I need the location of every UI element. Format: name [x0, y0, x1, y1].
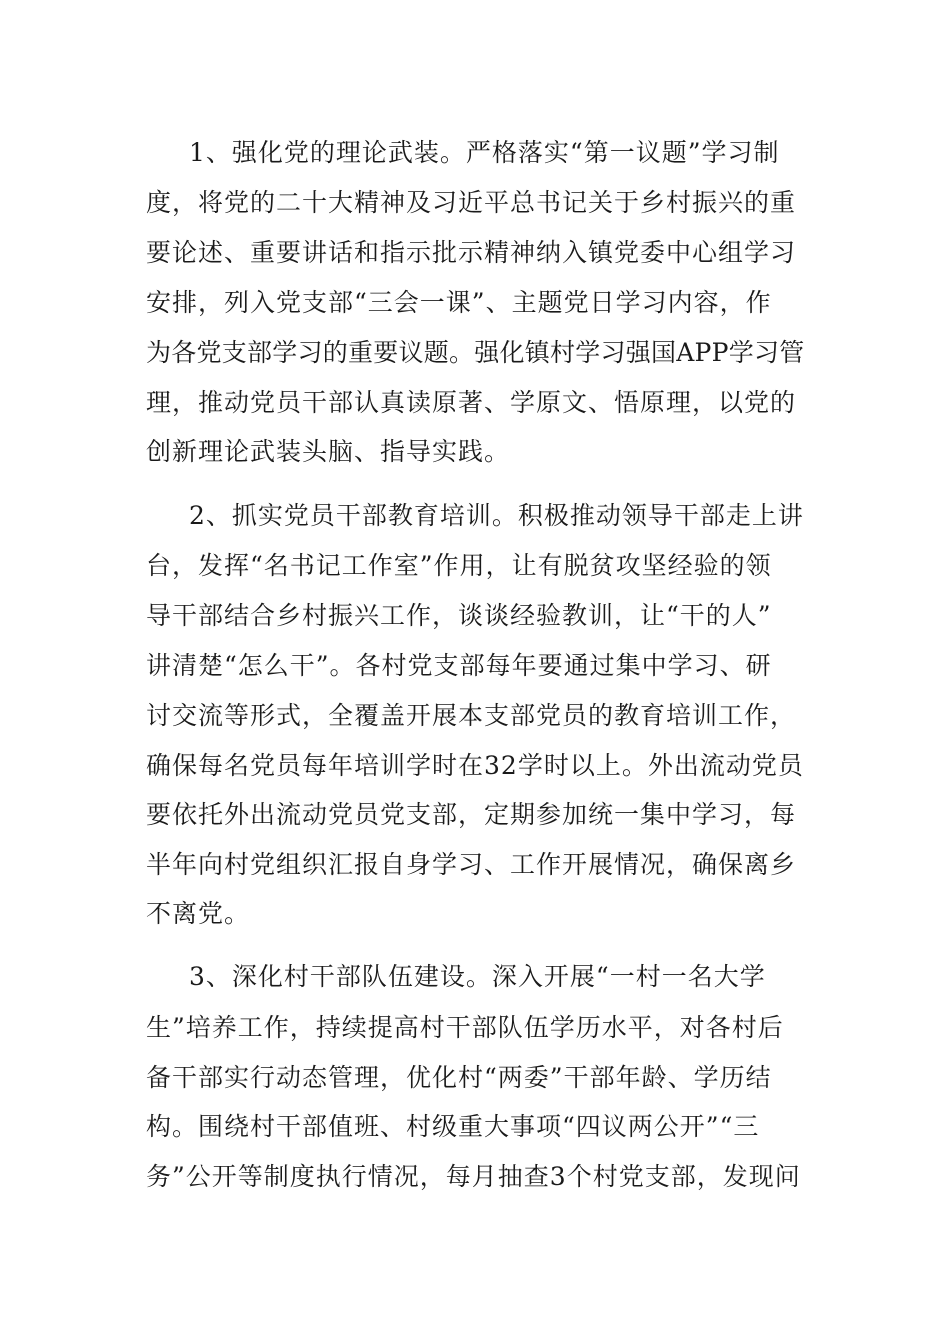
paragraph-line: 备干部实行动态管理，优化村“两委”干部年龄、学历结 — [146, 1063, 772, 1092]
paragraph-line: 构。围绕村干部值班、村级重大事项“四议两公开”“三 — [146, 1112, 760, 1141]
paragraph-line: 导干部结合乡村振兴工作，谈谈经验教训，让“干的人” — [146, 601, 772, 630]
paragraph-line: 要依托外出流动党员党支部，定期参加统一集中学习，每 — [146, 800, 797, 829]
paragraph-line: 务”公开等制度执行情况，每月抽查3个村党支部，发现问 — [146, 1162, 801, 1191]
paragraph-line: 度，将党的二十大精神及习近平总书记关于乡村振兴的重 — [146, 188, 797, 217]
paragraph-line: 台，发挥“名书记工作室”作用，让有脱贫攻坚经验的领 — [146, 551, 772, 580]
paragraph-line: 为各党支部学习的重要议题。强化镇村学习强国APP学习管 — [146, 338, 805, 367]
paragraph-line: 生”培养工作，持续提高村干部队伍学历水平，对各村后 — [146, 1013, 784, 1042]
paragraph-line: 半年向村党组织汇报自身学习、工作开展情况，确保离乡 — [146, 850, 797, 879]
paragraph-line: 不离党。 — [146, 899, 251, 928]
paragraph-line: 讲清楚“怎么干”。各村党支部每年要通过集中学习、研 — [146, 651, 772, 680]
paragraph-line: 3、深化村干部队伍建设。深入开展“一村一名大学 — [189, 962, 766, 991]
paragraph-line: 创新理论武装头脑、指导实践。 — [146, 437, 511, 466]
paragraph-line: 理，推动党员干部认真读原著、学原文、悟原理，以党的 — [146, 388, 797, 417]
paragraph-line: 1、强化党的理论武装。严格落实“第一议题”学习制 — [189, 138, 780, 167]
paragraph-line: 要论述、重要讲话和指示批示精神纳入镇党委中心组学习 — [146, 238, 797, 267]
paragraph-line: 安排，列入党支部“三会一课”、主题党日学习内容，作 — [146, 288, 772, 317]
paragraph-line: 2、抓实党员干部教育培训。积极推动领导干部走上讲 — [189, 501, 804, 530]
paragraph-line: 确保每名党员每年培训学时在32学时以上。外出流动党员 — [146, 751, 804, 780]
paragraph-line: 讨交流等形式，全覆盖开展本支部党员的教育培训工作， — [146, 701, 797, 730]
